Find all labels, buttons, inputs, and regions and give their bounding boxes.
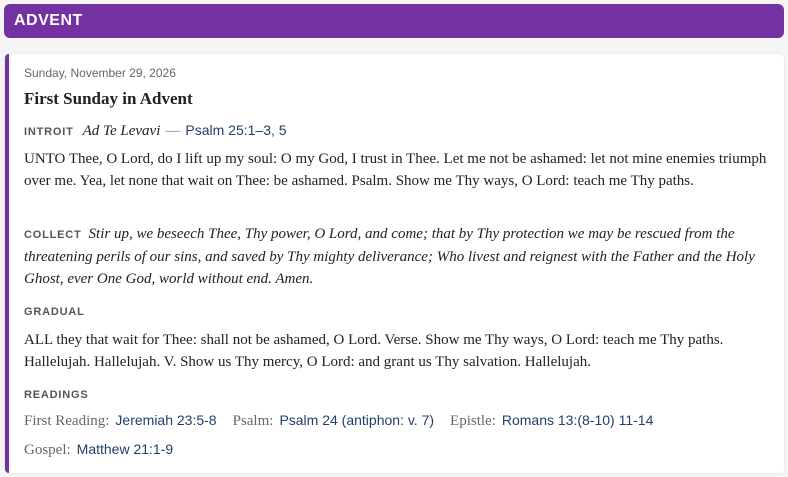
first-reading-link[interactable]: Jeremiah 23:5-8 — [115, 412, 217, 428]
epistle-link[interactable]: Romans 13:(8-10) 11-14 — [501, 412, 654, 428]
collect-label: COLLECT — [24, 229, 82, 241]
first-reading-label: First Reading: — [24, 413, 110, 429]
introit-header — [24, 122, 287, 140]
day-date: Sunday, November 29, 2026 — [24, 66, 176, 80]
introit-psalm-link[interactable]: Psalm 25:1–3, 5 — [185, 122, 287, 138]
readings-row-2 — [24, 441, 173, 459]
introit-label: INTROIT — [24, 126, 74, 138]
introit-dash: — — [165, 123, 181, 139]
gospel-label: Gospel: — [24, 442, 71, 458]
readings-row-1 — [24, 412, 653, 430]
collect-section — [24, 223, 774, 290]
season-title: ADVENT — [14, 12, 83, 29]
day-title: First Sunday in Advent — [24, 89, 193, 108]
psalm-label: Psalm: — [232, 413, 274, 429]
collect-text: Stir up, we beseech Thee, Thy power, O Lord, and come; that by Thy protection we may be rescued from the threatening perils of our sins, and saved by Thy mighty deliverance; Who livest and reignest with the Father and the Holy Ghost, ever One God, world without end. Amen. — [24, 226, 755, 287]
gradual-label: GRADUAL — [24, 306, 85, 318]
introit-text: UNTO Thee, O Lord, do I lift up my soul: O my God, I trust in Thee. Let me not be ashamed: let not mine enemies triumph over me. Yea, let none that wait on Thee: be ashamed. Psalm. Show me Thy ways, O Lord: teach me Thy paths. — [24, 151, 767, 189]
season-banner — [4, 4, 784, 38]
psalm-link[interactable]: Psalm 24 (antiphon: v. 7) — [279, 412, 435, 428]
gradual-text: ALL they that wait for Thee: shall not be ashamed, O Lord. Verse. Show me Thy ways, O Lord: teach me Thy paths. Hallelujah. Hallelujah. V. Show us Thy mercy, O Lord: and grant us Thy salvation. Hallelujah. — [24, 332, 724, 370]
readings-label: READINGS — [24, 389, 89, 401]
gospel-link[interactable]: Matthew 21:1-9 — [76, 441, 174, 457]
day-card — [5, 54, 784, 473]
epistle-label: Epistle: — [450, 413, 496, 429]
introit-incipit: Ad Te Levavi — [82, 123, 161, 139]
